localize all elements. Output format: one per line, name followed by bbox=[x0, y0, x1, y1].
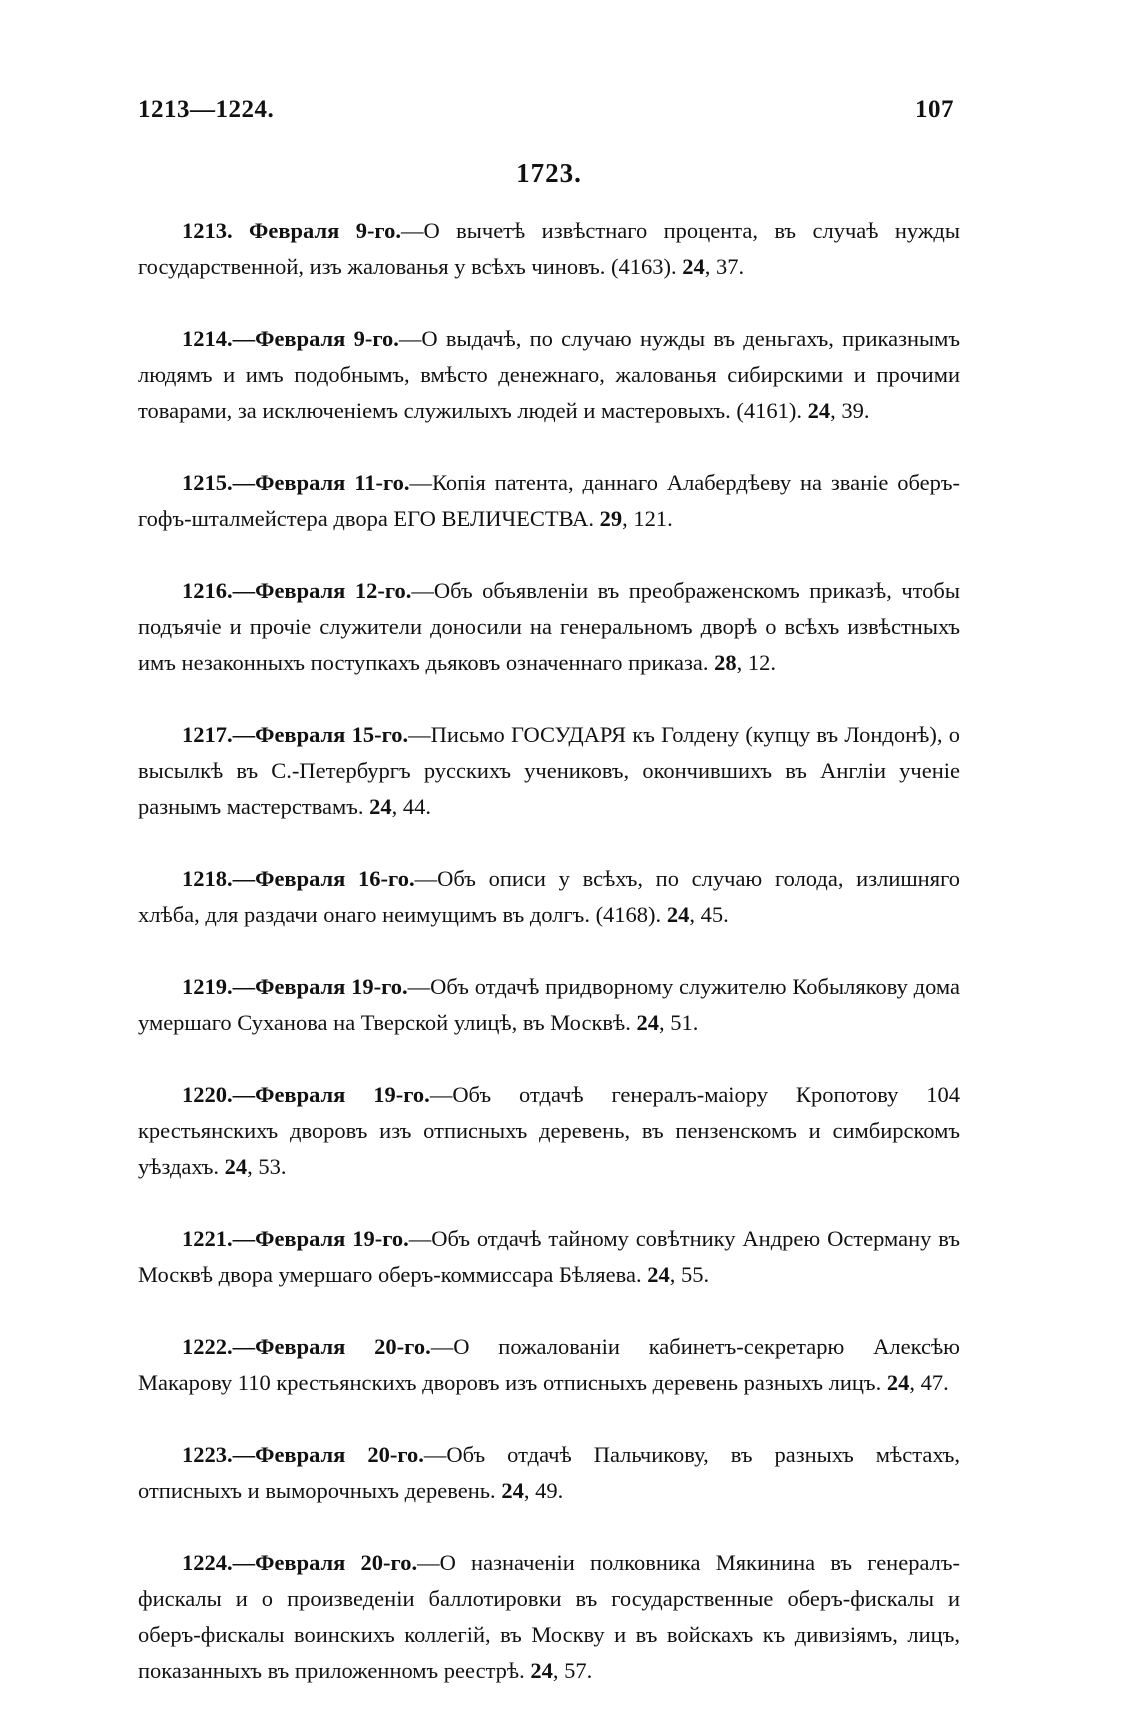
entry-1218 bbox=[138, 861, 960, 933]
entry-text: —Объ отдачѣ придворному служителю Кобылякову дома умершаго Суханова на Тверской улицѣ, въ Москвѣ. bbox=[138, 974, 960, 1035]
entry-text: —Объ отдачѣ генералъ-маіору Кропотову 104 крестьянскихъ дворовъ изъ отписныхъ деревень, въ пензенскомъ и симбирскомъ уѣздахъ. bbox=[138, 1082, 961, 1179]
entry-page-ref: , 49. bbox=[523, 1478, 564, 1503]
entry-1216 bbox=[138, 573, 960, 681]
entry-page-ref: , 57. bbox=[552, 1658, 593, 1683]
entry-text: —О вычетѣ извѣстнаго процента, въ случаѣ нужды государственной, изъ жалованья у всѣхъ чиновъ. (4163). bbox=[138, 218, 960, 279]
entry-number: 1223. bbox=[182, 1442, 233, 1467]
entry-volume-ref: 24 bbox=[530, 1658, 553, 1683]
entry-page-ref: , 44. bbox=[391, 794, 432, 819]
entry-1221 bbox=[138, 1221, 960, 1293]
entry-1224 bbox=[138, 1545, 960, 1689]
entry-number: 1219. bbox=[182, 974, 233, 999]
entry-date: —Февраля 20-го. bbox=[232, 1550, 418, 1575]
entry-page-ref: , 121. bbox=[622, 506, 673, 531]
entry-1219 bbox=[138, 969, 960, 1041]
entry-1220 bbox=[138, 1077, 960, 1185]
entry-number: 1217. bbox=[182, 722, 233, 747]
entry-text: —Объ отдачѣ Пальчикову, въ разныхъ мѣстахъ, отписныхъ и выморочныхъ деревень. bbox=[138, 1442, 960, 1503]
entry-date: —Февраля 12-го. bbox=[232, 578, 412, 603]
entry-page-ref: , 55. bbox=[669, 1262, 710, 1287]
entry-date: —Февраля 19-го. bbox=[232, 974, 408, 999]
entry-page-ref: , 12. bbox=[736, 650, 777, 675]
entry-date: —Февраля 20-го. bbox=[232, 1442, 424, 1467]
page-number: 107 bbox=[915, 96, 954, 123]
entry-1217 bbox=[138, 717, 960, 825]
entry-text: —О выдачѣ, по случаю нужды въ деньгахъ, приказнымъ людямъ и имъ подобнымъ, вмѣсто денежнаго, жалованья сибирскими и прочими товарами, за исключеніемъ служилыхъ людей и мастеровыхъ. (4161). bbox=[138, 326, 960, 423]
entry-1214 bbox=[138, 321, 960, 429]
entry-number: 1222. bbox=[182, 1334, 233, 1359]
entry-text: —Копія патента, даннаго Алабердѣеву на званіе оберъ-гофъ-шталмейстера двора ЕГО ВЕЛИЧЕСТВА. bbox=[138, 470, 960, 531]
entry-date: —Февраля 11-го. bbox=[232, 470, 410, 495]
entry-date: —Февраля 15-го. bbox=[232, 722, 409, 747]
entry-volume-ref: 24 bbox=[636, 1010, 659, 1035]
entry-number: 1224. bbox=[182, 1550, 233, 1575]
entry-date: —Февраля 19-го. bbox=[232, 1226, 409, 1251]
entry-1215 bbox=[138, 465, 960, 537]
entry-volume-ref: 24 bbox=[886, 1370, 910, 1395]
entry-date: —Февраля 20-го. bbox=[232, 1334, 431, 1359]
entry-page-ref: , 53. bbox=[247, 1154, 287, 1179]
entry-date: —Февраля 19-го. bbox=[232, 1082, 430, 1107]
entry-number: 1221. bbox=[182, 1226, 233, 1251]
entry-volume-ref: 24 bbox=[682, 254, 705, 279]
entry-page-ref: , 37. bbox=[704, 254, 745, 279]
entry-date: Февраля 9-го. bbox=[249, 218, 401, 243]
entry-text: —О пожалованіи кабинетъ-секретарю Алексѣю Макарову 110 крестьянскихъ дворовъ изъ отписныхъ деревень разныхъ лицъ. bbox=[138, 1334, 960, 1395]
entry-volume-ref: 24 bbox=[666, 902, 690, 927]
entry-text: —Объ описи у всѣхъ, по случаю голода, излишняго хлѣба, для раздачи онаго неимущимъ въ долгъ. (4168). bbox=[138, 866, 960, 927]
entry-number: 1215. bbox=[182, 470, 233, 495]
entry-number: 1218. bbox=[182, 866, 233, 891]
entry-page-ref: , 45. bbox=[689, 902, 729, 927]
entry-volume-ref: 24 bbox=[369, 794, 392, 819]
book-page bbox=[138, 96, 960, 1725]
entry-number: 1220. bbox=[182, 1082, 233, 1107]
entry-date: —Февраля 16-го. bbox=[232, 866, 415, 891]
entry-number: 1214. bbox=[182, 326, 233, 351]
entry-text: —Объ объявленіи въ преображенскомъ приказѣ, чтобы подъячіе и прочіе служители доносили на генеральномъ дворѣ о всѣхъ извѣстныхъ имъ незаконныхъ поступкахъ дьяковъ означеннаго приказа. bbox=[138, 578, 960, 675]
entry-volume-ref: 28 bbox=[714, 650, 737, 675]
entry-range: 1213—1224. bbox=[138, 96, 275, 123]
entry-page-ref: , 51. bbox=[658, 1010, 699, 1035]
entry-number: 1213. bbox=[182, 218, 233, 243]
entry-number: 1216. bbox=[182, 578, 233, 603]
entry-1222 bbox=[138, 1329, 960, 1401]
year-heading: 1723. bbox=[516, 158, 582, 188]
entry-1213 bbox=[138, 213, 960, 285]
entry-volume-ref: 24 bbox=[647, 1262, 670, 1287]
running-head bbox=[138, 96, 960, 136]
entry-list bbox=[138, 213, 960, 1689]
entry-page-ref: , 39. bbox=[830, 398, 870, 423]
entry-volume-ref: 24 bbox=[807, 398, 831, 423]
entry-1223 bbox=[138, 1437, 960, 1509]
entry-page-ref: , 47. bbox=[909, 1370, 949, 1395]
entry-text: —О назначеніи полковника Мякинина въ генералъ-фискалы и о произведеніи баллотировки въ государственные оберъ-фискалы и оберъ-фискалы воинскихъ коллегій, въ Москву и въ войскахъ къ дивизіямъ, лицъ, показанныхъ въ приложенномъ реестрѣ. bbox=[138, 1550, 961, 1683]
entry-volume-ref: 24 bbox=[501, 1478, 524, 1503]
entry-text: —Объ отдачѣ тайному совѣтнику Андрею Остерману въ Москвѣ двора умершаго оберъ-коммиссара Бѣляева. bbox=[138, 1226, 960, 1287]
entry-text: —Письмо ГОСУДАРЯ къ Голдену (купцу въ Лондонѣ), о высылкѣ въ С.-Петербургъ русскихъ учениковъ, окончившихъ въ Англіи ученіе разнымъ мастерствамъ. bbox=[138, 722, 960, 819]
entry-date: —Февраля 9-го. bbox=[232, 326, 399, 351]
entry-volume-ref: 29 bbox=[599, 506, 623, 531]
entry-volume-ref: 24 bbox=[224, 1154, 248, 1179]
